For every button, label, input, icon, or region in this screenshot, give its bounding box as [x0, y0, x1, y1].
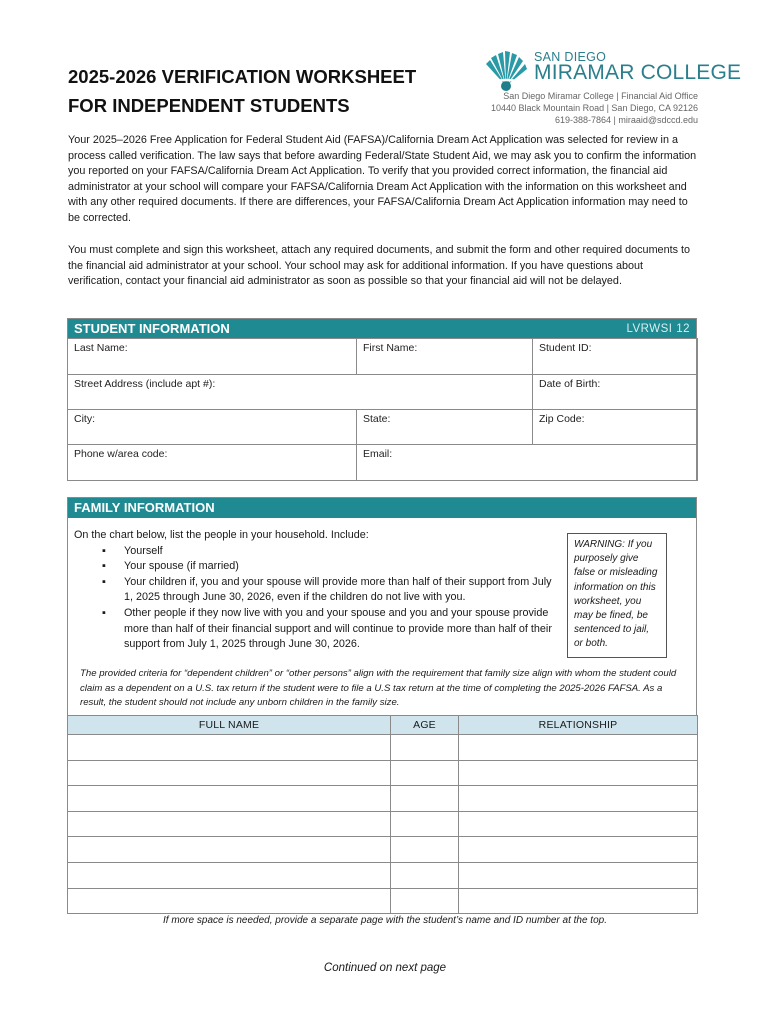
column-header-relationship: RELATIONSHIP	[459, 716, 698, 735]
section-title: FAMILY INFORMATION	[74, 500, 215, 515]
zip-code-field[interactable]	[532, 409, 698, 445]
full-name-cell[interactable]	[68, 735, 391, 761]
intro-paragraph-2: You must complete and sign this worksheet, attach any required documents, and submit the form and other required documents to the financial aid administrator at your school. Your school may ask for additional information. If you have questions about verification, contact your financial aid administrator as soon as possible so that your financial aid will not be delayed.	[68, 244, 690, 288]
page-title	[68, 62, 468, 120]
fan-logo-icon	[482, 46, 530, 94]
more-space-note: If more space is needed, provide a separate page with the student’s name and ID number at the top.	[163, 915, 607, 926]
household-table	[67, 715, 698, 914]
relationship-cell[interactable]	[459, 862, 698, 888]
list-item: ▪ Other people if they now live with you and your spouse and you and your spouse provide more than half of their financial support and will continue to provide more than half of their support from July 1, 2025 through June 30, 2026.	[124, 606, 554, 653]
date-of-birth-field[interactable]	[532, 374, 698, 410]
email-field[interactable]	[356, 444, 698, 481]
office-name: San Diego Miramar College | Financial Aid Office	[503, 91, 698, 101]
phone-field[interactable]	[67, 444, 357, 481]
relationship-cell[interactable]	[459, 811, 698, 837]
column-header-full-name: FULL NAME	[68, 716, 391, 735]
logo-line-1: SAN DIEGO	[534, 50, 607, 64]
list-item: ▪ Your spouse (if married)	[124, 559, 554, 575]
full-name-cell[interactable]	[68, 888, 391, 914]
table-header-row	[68, 716, 698, 735]
field-label: Last Name:	[74, 342, 128, 354]
field-label: Date of Birth:	[539, 378, 601, 390]
office-address: 10440 Black Mountain Road | San Diego, CA 92126	[491, 103, 698, 113]
form-code: LVRWSI 12	[626, 323, 690, 335]
field-label: Phone w/area code:	[74, 448, 168, 460]
age-cell[interactable]	[391, 811, 459, 837]
table-row	[68, 811, 698, 837]
full-name-cell[interactable]	[68, 786, 391, 812]
table-row	[68, 760, 698, 786]
college-logo	[482, 44, 742, 125]
title-line-2: FOR INDEPENDENT STUDENTS	[68, 95, 350, 116]
table-row	[68, 837, 698, 863]
age-cell[interactable]	[391, 837, 459, 863]
field-label: First Name:	[363, 342, 418, 354]
student-information-section	[67, 318, 697, 481]
household-criteria-list	[74, 544, 554, 653]
age-cell[interactable]	[391, 760, 459, 786]
family-information-section	[67, 497, 697, 715]
relationship-cell[interactable]	[459, 888, 698, 914]
field-label: Street Address (include apt #):	[74, 378, 216, 390]
list-item: ▪ Yourself	[124, 544, 554, 560]
age-cell[interactable]	[391, 735, 459, 761]
dependent-criteria-note: The provided criteria for “dependent children” or “other persons” align with the requirement that family size align with whom the student could claim as a dependent on a U.S. tax return if the student were to file a U.S tax return at the time of completing the 2025-2026 FAFSA. As a result, the student should not include any unborn children in the family size.	[80, 668, 677, 708]
table-row	[68, 888, 698, 914]
field-label: Student ID:	[539, 342, 592, 354]
relationship-cell[interactable]	[459, 760, 698, 786]
field-label: Zip Code:	[539, 413, 585, 425]
logo-contact-info	[491, 90, 698, 126]
relationship-cell[interactable]	[459, 786, 698, 812]
student-id-field[interactable]	[532, 338, 698, 375]
field-label: City:	[74, 413, 95, 425]
household-intro: On the chart below, list the people in your household. Include:	[74, 529, 369, 541]
last-name-field[interactable]	[67, 338, 357, 375]
full-name-cell[interactable]	[68, 760, 391, 786]
student-information-header	[68, 319, 696, 339]
household-instructions	[74, 528, 554, 653]
state-field[interactable]	[356, 409, 533, 445]
continued-note: Continued on next page	[323, 962, 447, 974]
age-cell[interactable]	[391, 862, 459, 888]
full-name-cell[interactable]	[68, 811, 391, 837]
full-name-cell[interactable]	[68, 862, 391, 888]
age-cell[interactable]	[391, 786, 459, 812]
family-information-header	[68, 498, 696, 518]
field-label: Email:	[363, 448, 393, 460]
table-row	[68, 735, 698, 761]
street-address-field[interactable]	[67, 374, 533, 410]
list-item: ▪ Your children if, you and your spouse will provide more than half of their support from July 1, 2025 through June 30, 2026, even if the children do not live with you.	[124, 575, 554, 606]
office-contact: 619-388-7864 | miraaid@sdccd.edu	[554, 115, 698, 125]
logo-line-2: MIRAMAR COLLEGE	[534, 61, 742, 84]
table-row	[68, 862, 698, 888]
field-label: State:	[363, 413, 391, 425]
age-cell[interactable]	[391, 888, 459, 914]
relationship-cell[interactable]	[459, 837, 698, 863]
intro-paragraph-1: Your 2025–2026 Free Application for Federal Student Aid (FAFSA)/California Dream Act Application was selected for review in a process called verification. The law says that before awarding Federal/State Student Aid, we may ask you to confirm the information you reported on your FAFSA/California Dream Act Application. To verify that you provided correct information, the financial aid administrator at your school will compare your FAFSA/California Dream Act Application with the information on this worksheet and with any other required documents. If there are differences, your FAFSA/California Dream Act Application information may need to be corrected.	[68, 134, 697, 224]
column-header-age: AGE	[391, 716, 459, 735]
first-name-field[interactable]	[356, 338, 533, 375]
city-field[interactable]	[67, 409, 357, 445]
relationship-cell[interactable]	[459, 735, 698, 761]
table-row	[68, 786, 698, 812]
full-name-cell[interactable]	[68, 837, 391, 863]
warning-box: WARNING: If you purposely give false or misleading information on this worksheet, you may be fined, be sentenced to jail, or both.	[567, 533, 667, 658]
title-line-1: 2025-2026 VERIFICATION WORKSHEET	[68, 66, 417, 87]
section-title: STUDENT INFORMATION	[74, 321, 230, 336]
